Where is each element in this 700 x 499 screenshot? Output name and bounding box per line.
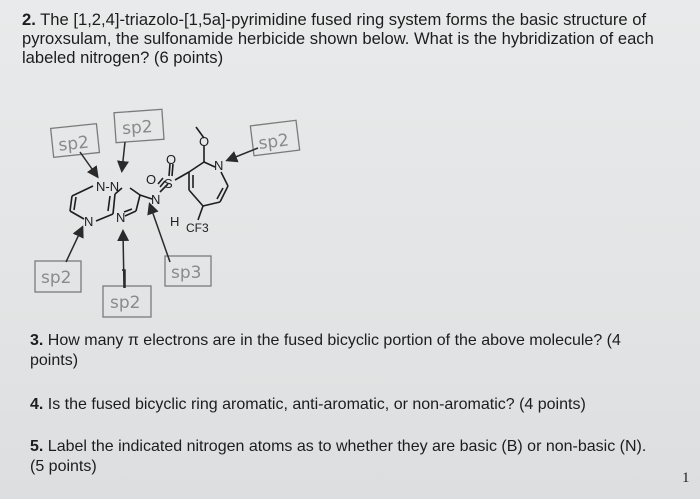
atom-o-upper: O	[166, 152, 177, 167]
arrow-bottom-left	[66, 228, 82, 262]
group-cf3: CF3	[186, 221, 209, 235]
question-5-line-2: (5 points)	[30, 458, 97, 475]
question-5	[30, 437, 690, 477]
question-5-number: 5.	[30, 438, 44, 455]
question-5-text-1: Label the indicated nitrogen atoms as to whether they are basic (B) or non-basic (N).	[43, 438, 647, 455]
label-top-middle: sp2	[121, 117, 154, 140]
atom-n-ring-bottom: N	[116, 210, 126, 225]
question-3-number: 3.	[30, 332, 44, 349]
question-5-line-1	[30, 437, 690, 457]
question-4	[30, 395, 690, 415]
arrow-bottom-middle	[123, 232, 124, 288]
page-number: 1	[682, 470, 690, 486]
atom-h: H	[170, 214, 180, 229]
atom-n-sulfonamide: N	[151, 192, 161, 207]
atom-o-methoxy: O	[199, 134, 210, 149]
question-3-line-1	[30, 331, 690, 351]
question-3	[30, 331, 690, 371]
question-2-text-1: The [1,2,4]-triazolo-[1,5a]-pyrimidine fused ring system forms the basic structure of	[35, 10, 647, 29]
arrow-bottom-right	[150, 205, 170, 262]
question-3-text-1: How many π electrons are in the fused bicyclic portion of the above molecule? (4	[43, 332, 621, 349]
atom-n-pyridine: N	[214, 158, 224, 173]
question-2-line-3: labeled nitrogen? (6 points)	[22, 48, 224, 67]
atom-o-lower: O	[146, 172, 157, 187]
label-top-right: sp2	[257, 130, 291, 154]
label-bottom-left: sp2	[41, 268, 72, 288]
question-2-number: 2.	[22, 10, 36, 29]
label-top-left: sp2	[57, 132, 90, 156]
atom-s: S	[164, 176, 173, 191]
question-3-line-2: points)	[30, 352, 79, 369]
label-bottom-middle: sp2	[110, 293, 141, 313]
arrow-top-left	[80, 152, 97, 176]
label-bottom-right: sp3	[171, 263, 202, 283]
question-2-line-2: pyroxsulam, the sulfonamide herbicide shown below. What is the hybridization of each	[22, 29, 654, 48]
arrow-top-middle	[122, 142, 125, 170]
atom-n-ring-left: N	[84, 214, 94, 229]
question-4-number: 4.	[30, 396, 44, 413]
question-4-text-1: Is the fused bicyclic ring aromatic, anti-aromatic, or non-aromatic? (4 points)	[43, 396, 586, 413]
question-4-line-1	[30, 395, 690, 415]
atom-n-n-top: N-N	[96, 179, 120, 194]
